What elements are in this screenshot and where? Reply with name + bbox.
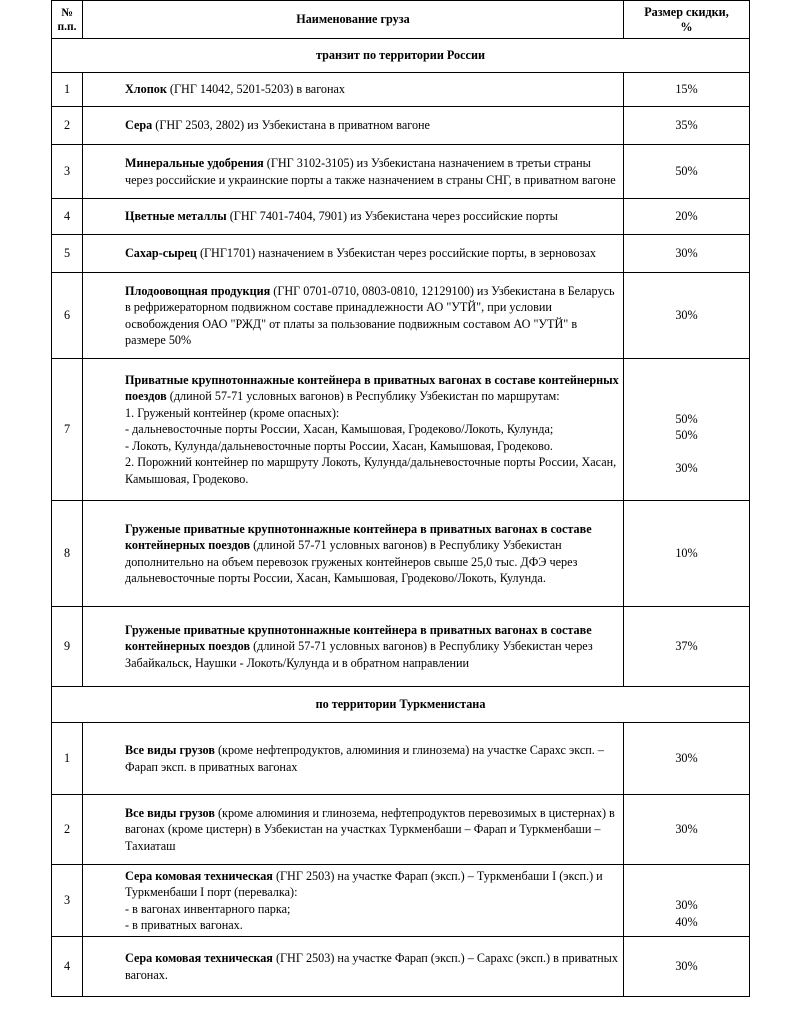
section-header-row — [52, 39, 750, 73]
cargo-description: (длиной 57-71 условных вагонов) в Республику Узбекистан по маршрутам: — [166, 389, 560, 404]
cargo-name-cell — [83, 199, 624, 235]
cargo-description: (ГНГ 2503) на участке Фарап (эксп.) – Туркменбаши I (эксп.) и Туркменбаши I порт (перевалка): — [125, 868, 606, 899]
cargo-name-cell — [83, 607, 624, 687]
cargo-description: (ГНГ 7401-7404, 7901) из Узбекистана через российские порты — [226, 209, 558, 224]
cargo-detail-line: 1. Груженый контейнер (кроме опасных): — [125, 405, 340, 420]
discount-cell — [624, 607, 750, 687]
cargo-name-cell — [83, 723, 624, 795]
row-number: 3 — [52, 145, 83, 199]
table-row — [52, 73, 750, 107]
cargo-name-bold: Все виды грузов — [125, 805, 215, 820]
discount-value: 40% — [675, 914, 698, 929]
cargo-detail-line: 2. Порожний контейнер по маршруту Локоть, Кулунда/дальневосточные порты России, Хасан, Камышовая, Гродеково. — [125, 455, 617, 486]
discount-value: 15% — [675, 82, 698, 97]
cargo-name-bold: Цветные металлы — [125, 209, 227, 224]
cargo-name-bold: Сера — [125, 118, 153, 133]
discount-value: 37% — [675, 639, 698, 654]
cargo-description: (ГНГ 2503) на участке Фарап (эксп.) – Сарахс (эксп.) в приватных вагонах. — [125, 951, 621, 982]
discount-value: 30% — [675, 460, 698, 475]
cargo-description: (длиной 57-71 условных вагонов) в Республику Узбекистан дополнительно на объем перевозок груженых контейнеров свыше 25,0 тыс. ДФЭ через дальневосточные порты России, Хасан, Камышовая, Гродеково/Локоть, Кулунда. — [125, 538, 581, 585]
cargo-name-cell — [83, 73, 624, 107]
cargo-name-cell — [83, 107, 624, 145]
discount-cell — [624, 937, 750, 997]
cargo-name-bold: Груженые приватные крупнотоннажные контейнера в приватных вагонах в составе контейнерных поездов — [125, 521, 592, 552]
row-number: 4 — [52, 937, 83, 997]
cargo-name-bold: Хлопок — [125, 82, 167, 97]
cargo-description: (ГНГ1701) назначением в Узбекистан через российские порты, в зерновозах — [196, 246, 596, 261]
cargo-description: (длиной 57-71 условных вагонов) в Республику Узбекистан через Забайкальск, Наушки - Локоть/Кулунда и в обратном направлении — [125, 639, 596, 670]
discount-value: 50% — [675, 428, 698, 442]
discount-cell — [624, 199, 750, 235]
discount-cell — [624, 273, 750, 359]
discount-value: 30% — [675, 898, 698, 912]
cargo-detail-line: - в приватных вагонах. — [125, 918, 243, 932]
discount-value: 35% — [675, 118, 698, 133]
discount-cell — [624, 865, 750, 937]
discount-value: 50% — [675, 164, 698, 179]
discount-cell — [624, 107, 750, 145]
discount-cell — [624, 723, 750, 795]
discount-table — [51, 0, 750, 997]
discount-cell — [624, 501, 750, 607]
cargo-description: (ГНГ 3102-3105) из Узбекистана назначением в третьи страны через российские и украинские порты а также назначением в страны СНГ, в приватном вагоне — [125, 156, 616, 187]
cargo-name-bold: Приватные крупнотоннажные контейнера в приватных вагонах в составе контейнерных поездов — [125, 372, 619, 404]
cargo-name-bold: Сера комовая техническая — [125, 951, 273, 965]
row-number: 4 — [52, 199, 83, 235]
discount-value: 50% — [675, 411, 698, 426]
cargo-name-bold: Все виды грузов — [125, 743, 215, 757]
section-title: по территории Туркменистана — [52, 687, 750, 723]
cargo-name-cell — [83, 273, 624, 359]
section-title: транзит по территории России — [52, 39, 750, 73]
discount-cell — [624, 73, 750, 107]
cargo-name-cell — [83, 937, 624, 997]
row-number: 9 — [52, 607, 83, 687]
cargo-name-bold: Минеральные удобрения — [125, 156, 264, 170]
header-discount: Размер скидки, % — [624, 1, 750, 39]
table-row — [52, 199, 750, 235]
cargo-name-cell — [83, 359, 624, 501]
cargo-name-bold: Груженые приватные крупнотоннажные контейнера в приватных вагонах в составе контейнерных поездов — [125, 622, 592, 654]
table-row — [52, 795, 750, 865]
table-row — [52, 937, 750, 997]
table-row — [52, 501, 750, 607]
cargo-name-bold: Сахар-сырец — [125, 246, 197, 261]
section-header-row — [52, 687, 750, 723]
discount-value: 30% — [675, 822, 698, 837]
row-number: 2 — [52, 107, 83, 145]
cargo-description: (кроме алюминия и глинозема, нефтепродуктов перевозимых в цистернах) в вагонах (кроме цистерн) в Узбекистан на участках Туркменбаши – Фарап и Туркменбаши – Тахиаташ — [125, 805, 618, 853]
cargo-name-cell — [83, 501, 624, 607]
row-number: 1 — [52, 73, 83, 107]
table-row — [52, 607, 750, 687]
cargo-name-cell — [83, 865, 624, 937]
row-number: 7 — [52, 359, 83, 501]
cargo-description: (ГНГ 2503, 2802) из Узбекистана в приватном вагоне — [152, 118, 430, 133]
row-number: 2 — [52, 795, 83, 865]
row-number: 6 — [52, 273, 83, 359]
cargo-description: (ГНГ 14042, 5201-5203) в вагонах — [166, 82, 346, 97]
cargo-detail-line: - в вагонах инвентарного парка; — [125, 901, 291, 916]
row-number: 5 — [52, 235, 83, 273]
table-row — [52, 359, 750, 501]
cargo-description: (кроме нефтепродуктов, алюминия и глинозема) на участке Сарахс эксп. – Фарап эксп. в приватных вагонах — [125, 743, 607, 774]
table-row — [52, 235, 750, 273]
cargo-detail-line: - дальневосточные порты России, Хасан, Камышовая, Гродеково/Локоть, Кулунда; — [125, 422, 554, 437]
discount-cell — [624, 235, 750, 273]
header-num: № п.п. — [52, 1, 83, 39]
discount-cell — [624, 359, 750, 501]
row-number: 1 — [52, 723, 83, 795]
row-number: 8 — [52, 501, 83, 607]
discount-value: 30% — [675, 246, 698, 261]
table-header-row — [52, 1, 750, 39]
table-row — [52, 723, 750, 795]
header-name: Наименование груза — [83, 1, 624, 39]
table-row — [52, 145, 750, 199]
cargo-name-bold: Плодоовощная продукция — [125, 283, 271, 298]
discount-value: 30% — [675, 751, 698, 766]
table-row — [52, 865, 750, 937]
discount-value: 20% — [675, 209, 698, 224]
cargo-name-cell — [83, 235, 624, 273]
discount-value: 10% — [675, 546, 698, 561]
table-row — [52, 273, 750, 359]
cargo-name-bold: Сера комовая техническая — [125, 868, 273, 883]
cargo-name-cell — [83, 795, 624, 865]
table-row — [52, 107, 750, 145]
cargo-name-cell — [83, 145, 624, 199]
discount-cell — [624, 795, 750, 865]
discount-cell — [624, 145, 750, 199]
discount-value: 30% — [675, 308, 698, 323]
discount-value: 30% — [675, 959, 698, 974]
cargo-detail-line: - Локоть, Кулунда/дальневосточные порты России, Хасан, Камышовая, Гродеково. — [125, 438, 553, 453]
cargo-description: (ГНГ 0701-0710, 0803-0810, 12129100) из Узбекистана в Беларусь в рефрижераторном подвижном составе принадлежности АО "УТЙ", при условии освобождения ОАО "РЖД" от платы за пользование подвижным составом АО "УТЙ" в размере 50% — [125, 283, 618, 347]
row-number: 3 — [52, 865, 83, 937]
